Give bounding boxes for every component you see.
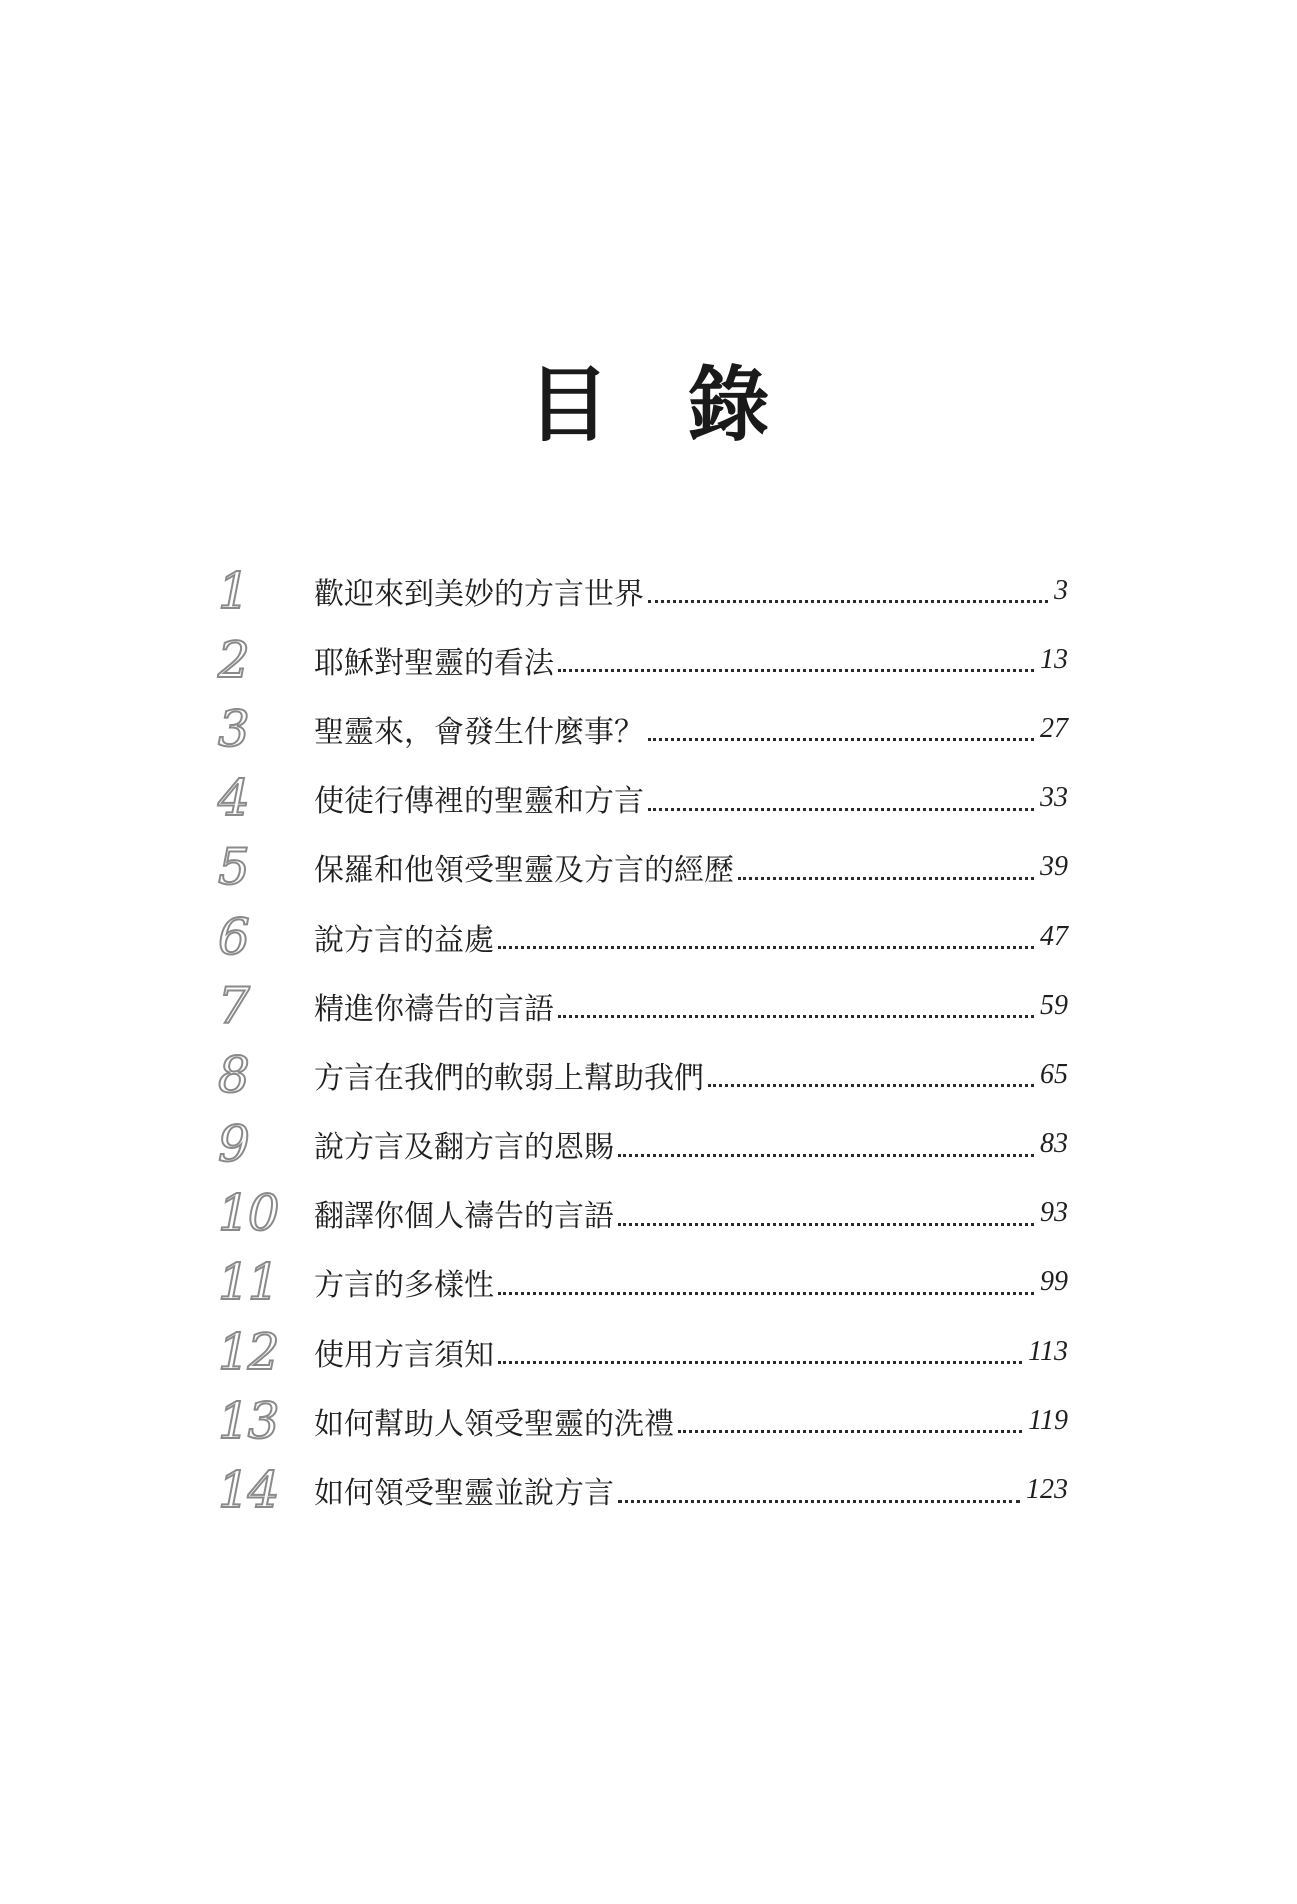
chapter-number: 8 — [218, 1045, 248, 1104]
entry-line — [314, 1386, 1068, 1455]
dot-leader — [498, 916, 1034, 949]
entry-line — [314, 1179, 1068, 1248]
chapter-title[interactable]: 說方言及翻方言的恩賜 — [314, 1130, 614, 1166]
chapter-number: 3 — [218, 699, 248, 758]
toc-entry-12[interactable] — [218, 1317, 1068, 1386]
chapter-number: 14 — [218, 1461, 278, 1520]
chapter-title[interactable]: 使用方言須知 — [314, 1337, 494, 1373]
page-number: 27 — [1040, 712, 1068, 744]
page-number: 113 — [1028, 1335, 1068, 1367]
page-number: 119 — [1028, 1404, 1068, 1436]
dot-leader — [648, 778, 1034, 811]
toc-entry-1[interactable] — [218, 556, 1068, 625]
dot-leader — [648, 708, 1034, 741]
page-title — [0, 355, 1297, 455]
toc-entry-6[interactable] — [218, 902, 1068, 971]
table-of-contents — [218, 556, 1068, 1525]
entry-line — [314, 1248, 1068, 1317]
dot-leader — [708, 1054, 1034, 1087]
toc-entry-14[interactable] — [218, 1455, 1068, 1524]
page-number: 59 — [1040, 989, 1068, 1021]
page-number: 13 — [1040, 643, 1068, 675]
chapter-number: 5 — [218, 838, 248, 897]
dot-leader — [618, 1470, 1020, 1503]
dot-leader — [648, 570, 1048, 603]
chapter-title[interactable]: 使徒行傳裡的聖靈和方言 — [314, 784, 644, 820]
chapter-number: 12 — [218, 1322, 278, 1381]
chapter-number: 2 — [218, 630, 248, 689]
dot-leader — [738, 847, 1034, 880]
page-number: 3 — [1054, 574, 1068, 606]
entry-line — [314, 556, 1068, 625]
toc-entry-2[interactable] — [218, 625, 1068, 694]
title-char-1: 目 — [527, 356, 610, 453]
entry-line — [314, 1317, 1068, 1386]
chapter-number: 11 — [218, 1253, 278, 1312]
toc-entry-11[interactable] — [218, 1248, 1068, 1317]
entry-line — [314, 764, 1068, 833]
toc-entry-9[interactable] — [218, 1110, 1068, 1179]
chapter-title[interactable]: 精進你禱告的言語 — [314, 991, 554, 1027]
chapter-title[interactable]: 方言在我們的軟弱上幫助我們 — [314, 1060, 704, 1096]
chapter-title[interactable]: 翻譯你個人禱告的言語 — [314, 1199, 614, 1235]
chapter-number: 6 — [218, 907, 248, 966]
chapter-title[interactable]: 如何幫助人領受聖靈的洗禮 — [314, 1406, 674, 1442]
toc-entry-4[interactable] — [218, 764, 1068, 833]
page-number: 99 — [1040, 1266, 1068, 1298]
entry-line — [314, 625, 1068, 694]
page-number: 33 — [1040, 782, 1068, 814]
dot-leader — [618, 1193, 1034, 1226]
dot-leader — [498, 1262, 1034, 1295]
title-char-2: 錄 — [687, 356, 770, 453]
toc-entry-10[interactable] — [218, 1179, 1068, 1248]
toc-entry-7[interactable] — [218, 971, 1068, 1040]
chapter-number: 9 — [218, 1115, 248, 1174]
page-number: 39 — [1040, 851, 1068, 883]
toc-entry-13[interactable] — [218, 1386, 1068, 1455]
dot-leader — [558, 639, 1034, 672]
page-number: 83 — [1040, 1128, 1068, 1160]
toc-entry-3[interactable] — [218, 694, 1068, 763]
dot-leader — [558, 985, 1034, 1018]
entry-line — [314, 694, 1068, 763]
page-number: 65 — [1040, 1058, 1068, 1090]
page-number: 47 — [1040, 920, 1068, 952]
chapter-title[interactable]: 說方言的益處 — [314, 922, 494, 958]
chapter-title[interactable]: 耶穌對聖靈的看法 — [314, 645, 554, 681]
chapter-number: 13 — [218, 1391, 278, 1450]
chapter-number: 1 — [218, 561, 248, 620]
chapter-title[interactable]: 如何領受聖靈並說方言 — [314, 1476, 614, 1512]
entry-line — [314, 902, 1068, 971]
entry-line — [314, 1110, 1068, 1179]
entry-line — [314, 971, 1068, 1040]
chapter-title[interactable]: 歡迎來到美妙的方言世界 — [314, 576, 644, 612]
page-number: 123 — [1026, 1474, 1068, 1506]
chapter-number: 10 — [218, 1184, 278, 1243]
toc-entry-8[interactable] — [218, 1040, 1068, 1109]
toc-entry-5[interactable] — [218, 833, 1068, 902]
dot-leader — [678, 1400, 1022, 1433]
entry-line — [314, 1040, 1068, 1109]
dot-leader — [618, 1124, 1034, 1157]
chapter-title[interactable]: 聖靈來，會發生什麼事？ — [314, 714, 644, 750]
chapter-title[interactable]: 方言的多樣性 — [314, 1268, 494, 1304]
entry-line — [314, 1455, 1068, 1524]
dot-leader — [498, 1331, 1022, 1364]
chapter-title[interactable]: 保羅和他領受聖靈及方言的經歷 — [314, 853, 734, 889]
page-number: 93 — [1040, 1197, 1068, 1229]
chapter-number: 7 — [218, 976, 248, 1035]
chapter-number: 4 — [218, 769, 248, 828]
entry-line — [314, 833, 1068, 902]
